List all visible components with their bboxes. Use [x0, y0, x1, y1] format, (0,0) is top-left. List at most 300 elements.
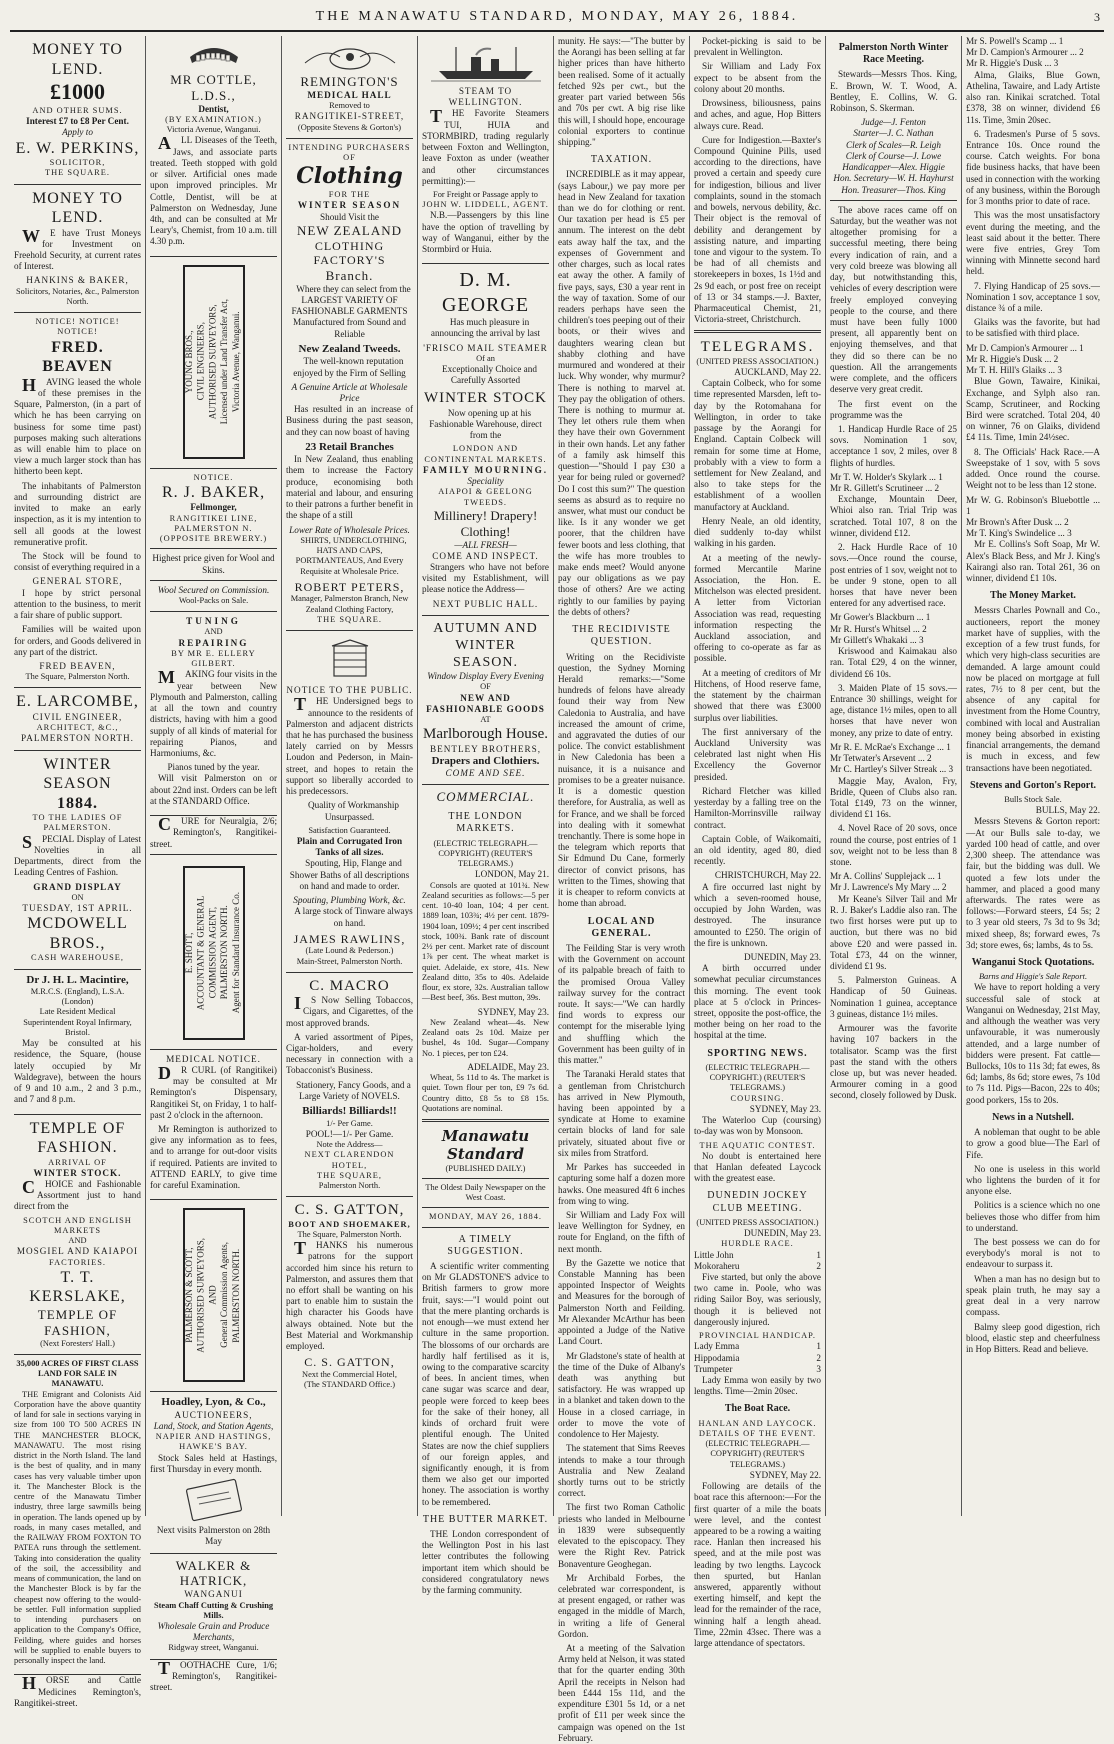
ad-body: DR CURL (of Rangitikei) may be consulted at Mr Remington's Dispensary, Rangitikei St, on Friday, 1 to half-past 2 o'clock in the afternoon. — [150, 1062, 277, 1120]
ad-heading: MEDICAL NOTICE. — [166, 1053, 261, 1064]
race-result: Mr R. Higgie's Dusk ... 2 — [966, 353, 1059, 364]
column-8 — [962, 36, 1104, 1516]
ad-text: (Opposite Stevens & Gorton's) — [297, 122, 402, 132]
article-body: A birth occurred under somewhat peculiar circumstances this morning. The event took place at 5 o'clock in Princes-street, opposite the post-office, the mother being on her road to the hospital at the time. — [694, 963, 821, 1041]
ad-name: C. S. GATTON, — [304, 1355, 395, 1370]
ad-heading: E. LARCOMBE, — [16, 693, 139, 711]
paper-date: MONDAY, MAY 26, 1884. — [429, 1212, 542, 1222]
article-body: This was the most unsatisfactory event during the meeting, and the least said about it the better. There were five entries, Grey Tom winning with Minnette second hard held. — [966, 210, 1100, 277]
ad-text: FOR THE — [328, 190, 371, 200]
placing: 3 — [816, 1363, 821, 1374]
ad-text: Wholesale Grain and Produce Merchants, — [157, 1621, 270, 1643]
placing: 1 — [816, 1341, 821, 1352]
section-subhead: THE AQUATIC CONTEST. — [699, 1140, 816, 1150]
ad-text: Satisfaction Guaranteed. — [308, 825, 391, 835]
article-body: Maggie May, Avalon, Fry, Bridle, Queen of Clubs also ran. Total £149, 73 on the winner, dividend £1 16s. — [830, 775, 957, 820]
article-body: Mr Archibald Forbes, the celebrated war correspondent, is at present engaged, or rather was engaged in the middle of March, in writing a life of General Gordon. — [558, 1572, 685, 1639]
ad-heading: REPAIRING — [178, 637, 249, 648]
article-title: News in a Nutshell. — [992, 1111, 1074, 1123]
race-result: Mr D. Campion's Armourer ... 1 — [966, 342, 1084, 353]
ad-body: Stock Sales held at Hastings, first Thursday in every month. — [150, 1452, 277, 1474]
article-body: The best possess we can do for everybody's moral is not to endeavour to surpass it. — [966, 1237, 1100, 1270]
article-body: We have to report holding a very successful sale of stock at Wanganui on Wednesday, 21st May, and although the weather was very unfavourable, it was numerously attended, and a large number of bidders were present. Fat cattle—Bullocks, 10s to 11s 3d; fat ewes, 8s 6d; lambs, 8s 6d; store ewes, 7s 10d to 7s 11d. Pigs—Bacon, 22s to 40s; good porkers, 15s to 20s. — [966, 982, 1100, 1105]
ad-text: Removed to — [329, 101, 370, 111]
ad-text: Highest price given for Wool and Skins. — [152, 553, 275, 575]
race-result: Mr Gillett's Whakaki ... 3 — [830, 634, 924, 645]
ad-gilbert-piano — [150, 612, 277, 816]
article-body: The first anniversary of the Auckland University was celebrated last night when His Excellency the Governor presided. — [694, 726, 821, 782]
ad-text: ARRIVAL OF — [48, 1157, 107, 1167]
ad-hoadley — [150, 1392, 277, 1553]
ad-name: HANKINS & BAKER, — [26, 275, 129, 286]
dateline: SYDNEY, May 22. — [749, 1469, 821, 1480]
ad-text: NEXT CLARENDON HOTEL, — [304, 1150, 395, 1170]
paper-tagline: The Oldest Daily Newspaper on the West Coast. — [425, 1182, 546, 1203]
ad-text: THE SQUARE. — [45, 168, 110, 178]
article-body: Balmy sleep good digestion, rich blood, elastic step and cheerfulness in Hop Bitters. Read and believe. — [966, 1321, 1100, 1354]
ad-body: Strangers who have not before visited my Establishment, will please notice the Address— — [422, 562, 549, 595]
article-body: New Zealand wheat—4s. New Zealand oats 2s 10d. Maize per bushel, 4s 10d. Sugar—Company No. 1 pieces, per ton £24. — [422, 1017, 549, 1058]
article-body: Messrs Stevens & Gorton report:—At our Bulls sale to-day, we yarded 100 head of cattle, and over 2,300 sheep. The attendance was fair, but the bidding was dull. We quoted a few lots under the hammer, and placed a good many afterwards. The rates were as follows:—Forward steers, £4 5s; 2 to 3 year old steers, 7s 3d to 9s 3d; mixed sheep, 8s; forward ewes, 7s 3d; store ewes, 6s; lambs, 4s to 5s. — [966, 816, 1100, 950]
horse-name: Mokoraheru — [694, 1260, 740, 1271]
ad-text: (Next Foresters' Hall.) — [40, 1338, 115, 1348]
ad-text: LONDON AND CONTINENTAL MARKETS. — [424, 444, 547, 464]
race-result: Mr A. Collins' Supplejack ... 1 — [830, 871, 942, 882]
rotated-text: E. SHOTT, ACCOUNTANT & GENERAL COMMISSION AGENT, PALMERSTON NORTH. Agent for Standard Insurance Co. — [184, 892, 242, 1014]
race-result: Mr T. W. Holder's Skylark ... 1 — [830, 471, 943, 482]
steamship-icon — [431, 43, 541, 83]
ad-body: Will visit Palmerston on or about 22nd inst. Orders can be left at the STANDARD Office. — [150, 773, 277, 806]
article-body: Following are details of the boat race this afternoon:—For the first quarter of a mile the boats were level, and the contest appeared to be a rowing a waiting race. Hanlan then increased his speed, and at the mile post was leading by two lengths. Laycock then spurted, but Hanlan answered, apparently without exerting himself, and kept the lead for the remainder of the race, winning half a length ahead. Time, 22min 43sec. There was a large attendance of spectators. — [694, 1481, 821, 1649]
article-title: Stevens and Gorton's Report. — [969, 779, 1097, 791]
ad-text: WINTER SEASON — [297, 200, 402, 211]
ad-text: Land, Stock, and Station Agents, — [153, 1420, 274, 1431]
article-title: TAXATION. — [590, 154, 653, 166]
ad-heading: MONEY TO LEND. — [32, 41, 123, 78]
ad-text: ON — [71, 892, 84, 902]
ad-body: THE Undersigned begs to announce to the residents of Palmerston and adjacent districts that he has purchased the business lately carried on by Messrs Loudon and Pederson, in Main-street, and hopes to retain the support so liberally accorded to his predecessors. — [286, 694, 413, 797]
section-subhead: PROVINCIAL HANDICAP. — [699, 1331, 816, 1341]
ad-text: GENERAL STORE, — [32, 576, 123, 587]
dateline: AUCKLAND, May 22. — [734, 367, 821, 378]
ad-text: M.R.C.S. (England), L.S.A. (London) — [30, 986, 125, 1007]
section-subhead: THE LONDON MARKETS. — [448, 811, 523, 835]
section-subhead: Bulls Stock Sale. — [1004, 794, 1062, 804]
race-description: 5. Palmerston Guineas. A Handicap of 50 Guineas. Nomination 1 guinea, acceptance 3 guineas, distance 1½ miles. — [830, 975, 957, 1019]
ad-heading: 35,000 ACRES OF FIRST CLASS LAND FOR SALE IN MANAWATU. — [16, 1358, 139, 1389]
ad-text: Window Display Every Evening — [427, 671, 544, 682]
section-subhead: (ELECTRIC TELEGRAPH.—COPYRIGHT) (REUTER'S TELEGRAMS.) — [705, 1439, 810, 1469]
article-body: Mr Parkes has succeeded in capturing some half a dozen more hawks. One measured 4ft 6 inches from wing to wing. — [558, 1162, 685, 1206]
ad-text: Spouting, Plumbing Work, &c. — [293, 895, 406, 906]
official-line: Handicapper—Alex. Higgie — [842, 162, 945, 173]
ad-heading: C. S. GATTON, — [294, 1202, 405, 1219]
article-body: Henry Neale, an old identity, died suddenly to-day whilst walking in his garden. — [694, 515, 821, 549]
article-body: The Taranaki Herald states that a gentleman from Christchurch has arrived in New Plymouth, having been appointed by a syndicate at Home to examine certain blocks of land for sale privately, situated about five or six miles from Stratford. — [558, 1069, 685, 1158]
ad-text: Of an — [476, 353, 495, 363]
ad-body: WE have Trust Moneys for Investment on Freehold Security, at current rates of Interest. — [14, 225, 141, 272]
ad-winter-season — [14, 751, 141, 970]
ad-text: Next visits Palmerston on 28th May — [156, 1525, 271, 1547]
ad-name: ROBERT PETERS, — [294, 579, 405, 594]
article-body: The Feilding Star is very wroth with the Government on account of its palpable breach of faith to the promised Oroua Valley railway survey for the contract route. It says:—"We can hardly find words to express our contempt for the miserable lying and shuffling which the Government has been guilty of in this matter." — [558, 942, 685, 1066]
ad-text: AND — [204, 627, 223, 637]
ad-text: The Square, Palmerston North. — [25, 672, 130, 682]
ad-larcombe — [14, 688, 141, 750]
ad-body: Stationery, Fancy Goods, and a Large Variety of NOVELS. — [296, 1079, 411, 1101]
ad-text: MOSGIEL AND KAIAPOI — [16, 1246, 139, 1257]
ad-money-to-lend-perkins — [14, 36, 141, 185]
ad-text: FAMILY MOURNING. — [422, 464, 549, 475]
article-title: The Money Market. — [990, 590, 1076, 602]
race-result: Mr J. Lawrence's My Mary ... 2 — [830, 882, 947, 893]
column-6 — [690, 36, 826, 1649]
masthead-title: THE MANAWATU STANDARD, MONDAY, MAY 26, 1884. — [315, 9, 799, 24]
ad-text: FACTORIES. — [49, 1257, 106, 1267]
section-subhead: HURDLE RACE. — [721, 1239, 794, 1249]
article-body: The first event on the programme was the — [830, 398, 957, 420]
article-title: SPORTING NEWS. — [707, 1047, 808, 1059]
horse-name: Lady Emma — [694, 1341, 740, 1352]
ad-text: RANGITIKEI-STREET, — [294, 111, 405, 122]
ad-body: Spouting, Hip, Flange and Shower Baths of all descriptions on hand and made to order. — [289, 858, 410, 891]
column-2 — [146, 36, 282, 1693]
ad-text: (The STANDARD Office.) — [303, 1380, 396, 1390]
ad-body: A large stock of Tinware always on hand. — [294, 906, 413, 928]
ad-horse-medicines: HORSE and Cattle Medicines Remington's, Rangitikei-street. — [14, 1673, 141, 1708]
rotated-box — [183, 1208, 245, 1382]
article-body: Captain Coble, of Waikomaiti, an old identity, aged 80, died recently. — [694, 833, 821, 867]
ad-text: Dentist, — [198, 103, 229, 114]
article-body: At a meeting of the newly-formed Mercantile Marine Association, the Hon. E. Mitchelson was elected president. A letter from Victorian Association was read, requesting information respecting the Auckland association, and offering to co-operate as far as possible. — [694, 552, 821, 664]
ad-text: Manager, Palmerston Branch, New Zealand Clothing Factory, — [290, 594, 409, 614]
ad-text: Lower Rate of Wholesale Prices. — [289, 524, 410, 535]
ad-text: (Late Lound & Pederson.) — [305, 946, 394, 956]
race-result: Mr C. Hartley's Silver Streak ... 3 — [830, 764, 954, 775]
ad-heading: NOTICE TO THE PUBLIC. — [286, 685, 413, 696]
ad-text: —ALL FRESH— — [454, 539, 517, 550]
placing: 2 — [816, 1260, 821, 1271]
race-result: Mr R. Higgie's Dusk ... 3 — [966, 58, 1059, 69]
ad-heading: STEAM TO WELLINGTON. — [448, 86, 523, 108]
official-line: Clerk of Course—J. Lowe — [845, 150, 942, 161]
column-7 — [826, 36, 962, 1516]
ad-money-to-lend-hankins — [14, 185, 141, 314]
ad-body: Has resulted in an increase of Business during the past season, and they can now boast of having — [286, 404, 413, 437]
article-body: Wheat, 5s 11d to 4s. The market is quiet. Town flour per ton, £9 7s 6d. Country ditto, £8 5s to £8 15s. Quotations are nominal. — [422, 1073, 549, 1113]
article-body: At a meeting of creditors of Mr Hitchens, of Hood reserve fame, the statement by the chairman showed that there was £3000 surplus over liabilities. — [694, 667, 821, 723]
ad-palmerson-scott — [150, 1200, 277, 1392]
ad-text: AIAPOI & GEELONG TWEEDS. — [438, 487, 533, 507]
ad-text: 23 Retail Branches — [305, 440, 394, 453]
ad-amount: £1000 — [50, 79, 105, 105]
article-body: THE London correspondent of the Wellington Post in his last letter contributes the following important item which should be considered congratulatory news by the farming community. — [422, 1529, 549, 1596]
pharmacy-emblem-icon — [295, 43, 405, 71]
ad-heading: WALKER & HATRICK, — [175, 1557, 252, 1589]
article-body: Five started, but only the above two came in. Poole, who was riding Sailor Boy, was seriously, though it is believed not dangerously injured. — [694, 1271, 821, 1327]
race-description: 4. Novel Race of 20 sovs, once round the course, post entries of 1 sov, weight not to be less than 8 stone. — [830, 823, 957, 868]
ad-body: A varied assortment of Pipes, Cigar-holders, and every necessary in connection with a Tobacconist's Business. — [286, 1031, 413, 1076]
ad-text: NOTICE! NOTICE! NOTICE! — [35, 317, 120, 337]
ad-heading: TEMPLE OF FASHION. — [29, 1119, 126, 1157]
ad-body: N.B.—Passengers by this line have the option of travelling by way of Wanganui, either by the Stormbird or Huia. — [422, 210, 549, 255]
ad-text: Interest £7 to £8 Per Cent. — [26, 116, 129, 127]
ad-text: Pianos tuned by the year. — [167, 762, 260, 773]
result-row — [694, 1341, 821, 1352]
ad-text: AUCTIONEERS, — [174, 1409, 253, 1420]
article-title: A TIMELY SUGGESTION. — [447, 1233, 524, 1257]
ad-heading: Hoadley, Lyon, & Co., — [161, 1396, 266, 1409]
ad-text: 'FRISCO MAIL STEAMER — [423, 342, 548, 353]
section-subhead: Barns and Higgie's Sale Report. — [978, 972, 1088, 982]
ad-george — [422, 264, 549, 616]
tank-illustration-icon — [320, 638, 380, 682]
race-description: 2. Hack Hurdle Race of 10 sovs.—Once round the course, post entries of 1 sov, weight not to be under 9 stone, open to all horses that have never been entered for any advertised race. — [830, 542, 957, 609]
ad-body: Families will be waited upon for orders, and Goods delivered in any part of the district. — [14, 624, 141, 657]
ad-text: Note the Address— — [316, 1140, 383, 1150]
rotated-box — [183, 265, 245, 459]
article-body: Kriswood and Kaimakau also ran. Total £29, 4 on the winner, dividend £6 10s. — [830, 646, 957, 679]
article-body: Sir William and Lady Fox expect to be absent from the colony about 20 months. — [694, 61, 821, 94]
article-title: Wanganui Stock Quotations. — [971, 957, 1095, 969]
ad-text: CLOTHING FACTORY'S — [313, 238, 386, 268]
ad-body: CHOICE and Fashionable Assortment just to hand direct from the — [14, 1177, 141, 1212]
section-subhead: (ELECTRIC TELEGRAPH.—COPYRIGHT.) (REUTER'S TELEGRAMS.) — [705, 1062, 810, 1093]
section-telegrams: TELEGRAMS. — [700, 339, 815, 356]
race-description: 6. Tradesmen's Purse of 5 sovs. Entrance 10s. Once round the course. Catch weights. For bona fide business hacks, that have been used in connection with the working of any business, within the Borough for 3 months prior to date of race. — [966, 128, 1100, 207]
ad-text: 1/- Per Game. — [326, 1118, 373, 1128]
ad-text: RANGITIKEI LINE, PALMERSTON N. (OPPOSITE BREWERY.) — [159, 513, 268, 544]
placing: 2 — [816, 1352, 821, 1363]
placing: 1 — [816, 1249, 821, 1260]
ad-text: Next the Commercial Hotel, — [302, 1369, 397, 1379]
ad-text: Victoria Avenue, Wanganui. — [166, 125, 261, 135]
dateline: DUNEDIN, May 23. — [743, 1228, 821, 1239]
ad-text: TO THE LADIES OF PALMERSTON. — [32, 813, 123, 833]
ad-text: The Square, Palmerston North. — [297, 1229, 402, 1239]
ad-name: BY MR E. ELLERY GILBERT. — [171, 648, 256, 669]
ad-text: AND — [68, 1236, 87, 1246]
dateline: LONDON, May 21. — [474, 869, 549, 880]
ad-text: Billiards! Billiards!! — [302, 1105, 397, 1118]
ad-text: AND OTHER SUMS. — [32, 105, 123, 115]
article-body: Mr Gladstone's state of health at the time of the Duke of Albany's death was anything but satisfactory. He was wrapped up in a blanket and taken down to the House in a closed carriage, in order to move the vote of condolence to Her Majesty. — [558, 1350, 685, 1440]
dateline: DUNEDIN, May 23. — [743, 951, 821, 962]
race-result: Mr T. H. Hill's Glaiks ... 3 — [966, 365, 1062, 376]
race-result: Mr Brown's After Dusk ... 2 — [966, 516, 1069, 527]
ad-text: Wool-Packs on Sale. — [178, 596, 249, 606]
ad-body: HAVING leased the whole of these premises in the Square, Palmerston, (in a part of which he has been carrying on business for some time past) purposes making such alterations as will enable him to place on view a much larger stock than has hitherto been kept. — [14, 374, 141, 477]
ad-text: Steam Chaff Cutting & Crushing Mills. — [153, 1600, 274, 1620]
article-body: Glaiks was the favorite, but had to be satisfied with third place. — [966, 317, 1100, 339]
ad-text: NEW AND FASHIONABLE GOODS — [426, 692, 545, 714]
article-body: Lady Emma won easily by two lengths. Time—2min 20sec. — [694, 1374, 821, 1397]
race-result: Mr R. E. McRae's Exchange ... 1 — [830, 741, 951, 752]
article-body: Mr Keane's Silver Tail and Mr R. J. Baker's Laddie also ran. The two first horses were put up to auction, but there was no bid above £20 and were passed in. Total £73, 44 on the winner, dividend £1 9s. — [830, 893, 957, 971]
ad-heading: FRED. BEAVEN — [42, 338, 113, 376]
article-body: munity. He says:—"The butter by the Aorangi has been selling at far higher prices than have hitherto been realised. Some of it actually fetched 92s per cwt., but the greater part varied between 56s and 70s per cwt. A big rise like this will, I should hope, encourage colonial exporters to continue shipping." — [558, 36, 685, 147]
article-title: The Boat Race. — [724, 1403, 791, 1415]
dentures-icon — [186, 43, 242, 69]
ad-text: ARCHITECT, &C., — [36, 723, 119, 733]
section-subhead: DETAILS OF THE EVENT. — [698, 1428, 817, 1438]
official-line: Judge—J. Fenton — [861, 117, 926, 128]
ad-body: SPECIAL Display of Latest Novelties in all Departments, direct from the Leading Centres of Fashion. — [14, 831, 141, 878]
ad-temple-of-fashion — [14, 1115, 141, 1355]
columns — [10, 36, 1104, 1743]
article-body: Cure for Indigestion.—Baxter's Compound Quinine Pills, used according to the directions, have proved a certain and speedy cure for indigestion, bilious and liver complaints, sound in the stomach and bowels, nervous debility, &c. Their object is the removal of debility and derangement by assisting nature, and imparting tone and vigour to the system. To be had of all chemists and storekeepers in boxes, 1s 1½d and 2s 9d each, or post free on receipt of 13 or 34 stamps.—J. Baxter, Pharmaceutical Chemist, 21, Victoria-street, Christchurch. — [694, 134, 821, 325]
ad-heading: C. MACRO — [309, 977, 390, 994]
article-title: THE BUTTER MARKET. — [422, 1513, 549, 1525]
article-body: A fire occurred last night by which a seven-roomed house, occupied by John Warden, was destroyed. The insurance amounted to £250. The origin of the fire is unknown. — [694, 881, 821, 948]
article-body: Drowsiness, biliousness, pains and aches, and ague, Hop Bitters always cure. Read. — [694, 98, 821, 131]
ad-rawlins — [286, 631, 413, 973]
article-body: Exchange, Mountain Deer, Whioi also ran. Trial Trip was scratched. Total 107, 8 on the winner, dividend £12. — [830, 494, 957, 538]
ad-remington — [286, 36, 413, 139]
ad-text: PALMERSTON NORTH. — [21, 733, 134, 744]
ad-text: GRAND DISPLAY — [33, 881, 122, 892]
ad-body: The inhabitants of Palmerston and surrounding district are invited to make an early inspection, as it is my intention to sell all goods at the lowest remunerative profit. — [14, 480, 141, 547]
section-subhead: (UNITED PRESS ASSOCIATION.) — [696, 356, 819, 366]
ad-shott — [150, 858, 277, 1050]
result-row — [694, 1250, 821, 1261]
ad-text: Fellmonger, — [190, 502, 237, 513]
ad-text: For Freight or Passage apply to — [433, 189, 538, 199]
ad-body: THE Emigrant and Colonists Aid Corporation have the above quantity of land for sale in sections varying in size from 100 TO 500 ACRES IN THE MANCHESTER BLOCK, MANAWATU. The most rising district in the North Island. The land is the best of quality, and in many cases has very valuable timber upon it. The Manchester Block is the centre of the Manawatu Timber industry, three large sawmills being in operation. The lands opened up by roads, in many cases metalled, and the RAILWAY FROM FOXTON TO PATEA runs through the settlement. Taking into consideration the quality of the soil, the accessibility and means of communication, the land on the Manchester Block is by far the cheapest now offering to the would-be settler. Full information supplied to intending purchasers on application to the Company's Office, Feilding, where guides and horses will be supplied to enable buyers to personally inspect the land. — [14, 1389, 141, 1666]
article-body: Consols are quoted at 101¾. New Zealand securities as follows:—5 per cent. 10-40 loan, 104; 4 per cent. 1889 loan, 103¾; 4½ per cent. 1879-1904 loan, 109½; 4 per cent inscribed stock, 100¾. Bank rate of discount 2½ per cent. Market rate of discount 1⅞ per cent. The wheat market is quiet. Adelaide, ex store, 41s. New Zealand ditto, 35s to 40s. Adelaide flour, ex store, 32s. Australian tallow—Best beef, 36s. Best mutton, 39s. — [422, 880, 549, 1003]
ad-text: Palmerston North. — [318, 1181, 381, 1191]
article-body: Richard Fletcher was killed yesterday by a falling tree on the Hamilton-Morrinsville railway contract. — [694, 785, 821, 830]
horse-name: Hippodamia — [694, 1352, 740, 1363]
ad-beaven — [14, 313, 141, 688]
ad-text: Late Resident Medical Superintendent Royal Infirmary, Bristol. — [23, 1007, 132, 1037]
ad-gatton — [286, 1197, 413, 1395]
ad-text: Branch. — [325, 267, 374, 283]
ad-text: 1884. — [57, 794, 98, 812]
section-subhead: (UNITED PRESS ASSOCIATION.) — [696, 1217, 819, 1227]
ad-text: COME AND SEE. — [445, 768, 526, 779]
ad-body: THANKS his numerous patrons for the support accorded him since his return to Palmerston, and assures them that no effort shall be wanting on his part to enable him to sustain the high character his Goods have always obtained. Note but the Best Material and Workmanship employed. — [286, 1238, 413, 1352]
ad-text: TEMPLE OF FASHION, — [37, 1306, 118, 1338]
ad-text: A Genuine Article at Wholesale Price — [291, 381, 408, 403]
ad-text: Main-Street, Palmerston North. — [296, 956, 403, 966]
race-result: Mr T. King's Swindelice ... 3 — [966, 528, 1072, 539]
ad-text: COME AND INSPECT. — [432, 550, 539, 561]
result-row — [694, 1261, 821, 1272]
ad-name: BENTLEY BROTHERS, — [429, 743, 542, 754]
article-body: Armourer was the favorite having 107 backers in the totalisator. Scamp was the first past the stand with the others close up, but was never headed. Armourer coming in a good second, closely followed by Dusk. — [830, 1023, 957, 1101]
ad-body: The well-known reputation enjoyed by the Firm of Selling — [293, 356, 406, 378]
ad-text: AT — [480, 715, 491, 725]
race-description: 8. The Officials' Hack Race.—A Sweepstake of 1 sov, with 5 sovs added. Once round the course. Weight not to be less than 12 stone. — [966, 446, 1100, 491]
ad-heading: AUTUMN AND WINTER SEASON. — [433, 620, 538, 671]
section-subhead: (ELECTRIC TELEGRAPH.—COPYRIGHT) (REUTER'S TELEGRAMS.) — [433, 838, 538, 869]
ad-clothing-factory — [286, 139, 413, 631]
ad-body: I hope by strict personal attention to the business, to merit a fair share of public support. — [14, 587, 141, 621]
masthead — [10, 4, 1104, 32]
section-commercial: COMMERCIAL. — [436, 789, 535, 805]
paper-tagline: (PUBLISHED DAILY.) — [445, 1163, 526, 1173]
page-number: 3 — [1094, 9, 1100, 24]
ad-text: NEXT PUBLIC HALL. — [432, 598, 539, 609]
race-description: 3. Maiden Plate of 15 sovs.—Entrance 30 shillings, weight for age, distance 1½ miles, open to all horses that have never won money, any prize to date of entry. — [830, 682, 957, 738]
rotated-text: YOUNG BROS., CIVIL ENGINEERS, AUTHORISED SURVEYORS, Licensed under Land Transfer Act, Victoria Avenue, Wanganui. — [184, 299, 242, 425]
article-body: No doubt is entertained here that Hanlan defeated Laycock with the greatest ease. — [694, 1150, 821, 1184]
ad-text: WINTER STOCK. — [33, 1167, 122, 1178]
article-body: The above races came off on Saturday, but the weather was not altogether promising for a successful meeting, there being every indication of rain, and a very cold breeze was blowing all day, but notwithstanding this, vehicles of every description were freely employed conveying people to the course, and there must have been fully 1000 present, all apparently bent on enjoying themselves, and that they did so there can be no question. All the arrangements were complete, and the officers deserve very great credit. — [830, 204, 957, 395]
ad-text: (BY EXAMINATION.) — [165, 114, 262, 124]
official-line: Starter—J. C. Nathan — [853, 128, 934, 139]
ad-name: E. W. PERKINS, — [15, 139, 140, 157]
ad-text: INTENDING PURCHASERS OF — [288, 142, 411, 163]
ad-heading: TUNING — [186, 616, 241, 627]
ad-name: JAMES RAWLINS, — [293, 931, 406, 946]
article-body: When a man has no design but to speak plain truth, he may say a great deal in a very narrow compass. — [966, 1273, 1100, 1318]
article-body: The Waterloo Cup (coursing) to-day was won by Monsoon. — [694, 1115, 821, 1137]
ad-heading: MR COTTLE, L.D.S., — [170, 72, 257, 103]
ad-body: Now opening up at his Fashionable Warehouse, direct from the — [429, 407, 542, 441]
official-line: Hon. Treasurer—Thos. King — [841, 184, 946, 195]
result-row — [694, 1364, 821, 1375]
article-body: A scientific writer commenting on Mr GLADSTONE'S advice to British farmers to grow more fruit, says:—"I would point out that the mere planting orchards is not enough—we must extend her culture in the same proportion. The blossoms of our orchards are hardly half fertilised as it is, owing to the comparative scarcity of bees. In ancient times, when cane sugar was scarce and dear, people were forced to keep bees for the sake of their honey, all kinds of orchard fruit were plentiful enough. The United States are now the chief suppliers of our foreign apples, and significantly enough, it is from them we also get our imported honey. The association is worthy to be remembered. — [422, 1261, 549, 1507]
article-body: Politics is a science which no one believes those who differ from him to understand. — [966, 1200, 1100, 1233]
ad-macintire — [14, 970, 141, 1115]
official-line: Clerk of Scales—R. Leigh — [846, 139, 941, 150]
ad-body: MAKING four visits in the year between New Plymouth and Palmerston, calling at all the town and country districts, having with him a good supply of all kinds of material for repairing Pianos, and Harmoniums, &c. — [150, 667, 277, 758]
article-title: DUNEDIN JOCKEY CLUB MEETING. — [707, 1190, 808, 1214]
article-body: A nobleman that ought to be able to grow a good blue—The Earl of Fife. — [966, 1127, 1100, 1160]
ad-text: OF — [480, 682, 491, 692]
ad-heading: Dr J. H. L. Macintire, — [26, 973, 129, 986]
ad-body: SHIRTS, UNDERCLOTHING, HATS AND CAPS, PORTMANTEAUS, And Every Requisite at Wholesale Price. — [295, 535, 407, 576]
ad-body: Where they can select from the LARGEST VARIETY OF FASHIONABLE GARMENTS Manufactured from Sound and Reliable — [291, 283, 411, 339]
ad-text: Solicitors, Notaries, &c., Palmerston North. — [15, 286, 140, 306]
race-result: Mr Gower's Blackburn ... 1 — [830, 612, 931, 623]
ad-body: Exceptionally Choice and Carefully Assorted — [442, 364, 537, 386]
ad-text: Ridgway street, Wanganui. — [168, 1643, 259, 1653]
ad-text: NOTICE. — [193, 472, 234, 482]
ad-heading: D. M. GEORGE — [441, 269, 530, 316]
article-body: Mr E. Collins's Soft Soap, Mr W. Alex's Black Bess, and Mr J. King's Kairangi also ran. Total 261, 36 on winner, dividend £1 10s. — [966, 539, 1100, 584]
column-5 — [554, 36, 690, 1743]
ad-text: WANGANUI — [184, 1589, 243, 1600]
dateline: ADELAIDE, May 23. — [467, 1061, 549, 1072]
article-body: No one is useless in this world who lightens the burden of it for anyone else. — [966, 1163, 1100, 1197]
article-title: THE RECIDIVISTE QUESTION. — [572, 624, 671, 648]
article-title: LOCAL AND GENERAL. — [587, 915, 656, 939]
race-description: 7. Flying Handicap of 25 sovs.—Nomination 1 sov, acceptance 1 sov, distance ¾ of a mile. — [966, 280, 1100, 314]
ad-cottle-dentist — [150, 36, 277, 257]
ad-young-bros — [150, 257, 277, 469]
ad-text: SCOTCH AND ENGLISH MARKETS — [23, 1215, 132, 1235]
ad-text: POOL!—1/- Per Game. — [305, 1128, 394, 1139]
ad-body: THE Favorite Steamers TUI, HUIA and STORMBIRD, trading regularly between Foxton and Wellington, leave Foxton as under (weather and other circumstances permitting):— — [422, 106, 549, 186]
ad-body: Mr Remington is authorized to give any information as to fees, and to arrange for out-door visits if required. Patients are invited to ATTEND EARLY, to give time for careful Examination. — [150, 1124, 277, 1191]
official-line: Hon. Secretary—W. H. Hayhurst — [833, 173, 954, 184]
ad-neuralgia: CURE for Neuralgia, 2/6; Remington's, Rangitikei-street. — [150, 816, 277, 855]
ad-heading: MONEY TO LEND. — [32, 189, 123, 227]
article-title: Palmerston North Winter Race Meeting. — [838, 42, 949, 66]
rotated-box — [183, 866, 245, 1040]
card-illustration-icon — [179, 1478, 249, 1522]
ad-text: CIVIL ENGINEER, — [32, 711, 123, 722]
article-body: Alma, Glaiks, Blue Gown, Athelina, Tawaire, and Lady Artiste also ran. Kinikai scratched. Total £378, 38 on winner, dividend £6 11s. Time, 3min 20sec. — [966, 69, 1100, 125]
ad-name: T. T. KERSLAKE, — [29, 1268, 126, 1306]
ad-heading: R. J. BAKER, — [161, 483, 266, 501]
ad-text: TUESDAY, 1ST APRIL. — [22, 903, 133, 914]
dateline: SYDNEY, May 23. — [477, 1006, 549, 1017]
article-body: Sir William and Lady Fox will leave Wellington for Sydney, en route for England, on the fifth of next month. — [558, 1209, 685, 1254]
